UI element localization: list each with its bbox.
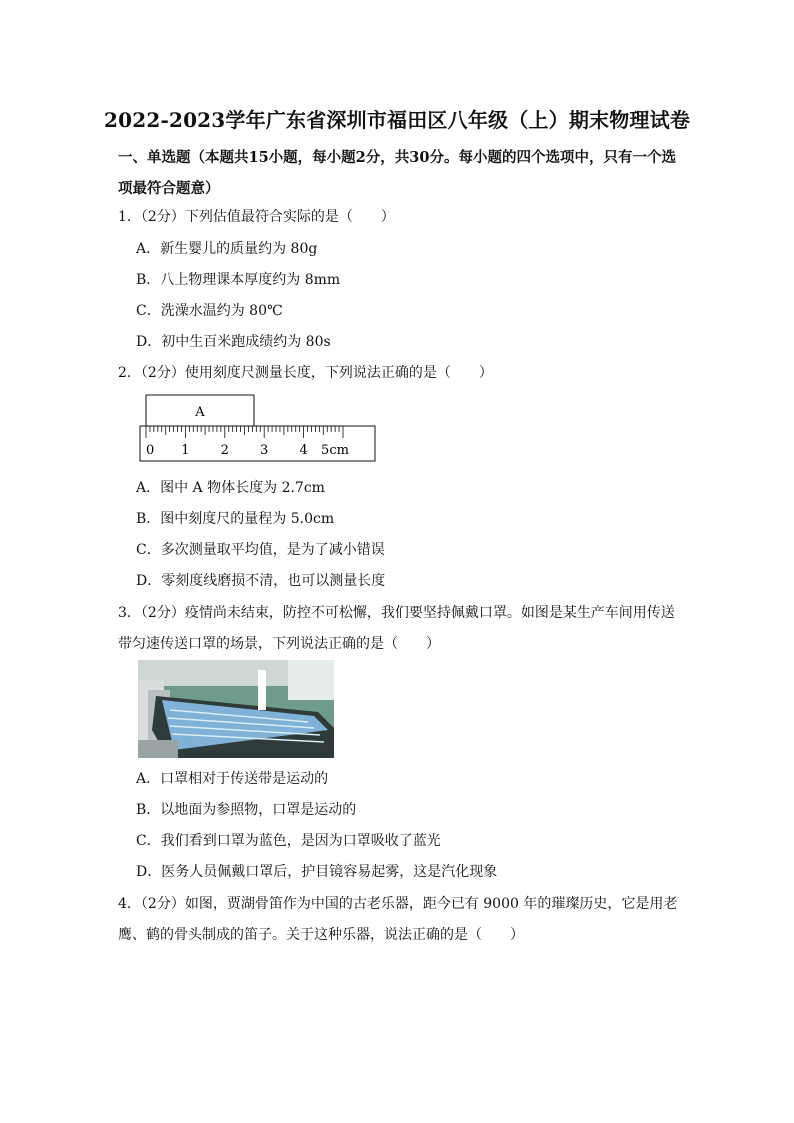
object-a-label: A bbox=[195, 405, 205, 420]
question-1-option-d[interactable]: D．初中生百米跑成绩约为 80s bbox=[136, 334, 331, 350]
question-3-option-d[interactable]: D．医务人员佩戴口罩后，护目镜容易起雾，这是汽化现象 bbox=[136, 864, 498, 880]
question-3-stem: 3．（2分）疫情尚未结束，防控不可松懈，我们要坚持佩戴口罩。如图是某生产车间用传送带匀速传送口罩的场景，下列说法正确的是（ ） bbox=[118, 605, 675, 652]
question-3-option-c[interactable]: C．我们看到口罩为蓝色，是因为口罩吸收了蓝光 bbox=[136, 833, 441, 849]
question-3-option-a[interactable]: A．口罩相对于传送带是运动的 bbox=[136, 771, 329, 787]
ruler-tick-label: 4 bbox=[299, 443, 308, 458]
conveyor-photo bbox=[138, 660, 334, 758]
question-2-option-b[interactable]: B．图中刻度尺的量程为 5.0cm bbox=[136, 511, 335, 527]
question-1-option-a[interactable]: A．新生婴儿的质量约为 80g bbox=[136, 241, 318, 257]
ruler-figure bbox=[138, 394, 378, 464]
question-2-option-c[interactable]: C．多次测量取平均值，是为了减小错误 bbox=[136, 542, 385, 558]
ruler-tick-label: 3 bbox=[260, 443, 269, 458]
question-2-option-a[interactable]: A．图中 A 物体长度为 2.7cm bbox=[136, 480, 325, 496]
ruler-tick-label: 5cm bbox=[321, 443, 349, 458]
page-title: 2022-2023学年广东省深圳市福田区八年级（上）期末物理试卷 bbox=[103, 108, 691, 132]
question-1-option-c[interactable]: C．洗澡水温约为 80℃ bbox=[136, 303, 283, 319]
question-1-stem: 1．（2分）下列估值最符合实际的是（ ） bbox=[118, 209, 395, 225]
ruler-tick-label: 0 bbox=[146, 443, 155, 458]
question-4-stem: 4．（2分）如图，贾湖骨笛作为中国的古老乐器，距今已有 9000 年的璀璨历史，它是用老鹰、鹤的骨头制成的笛子。关于这种乐器，说法正确的是（ ） bbox=[118, 896, 678, 943]
question-1-option-b[interactable]: B．八上物理课本厚度约为 8mm bbox=[136, 272, 341, 288]
question-2-option-d[interactable]: D．零刻度线磨损不清，也可以测量长度 bbox=[136, 573, 386, 589]
ruler-tick-label: 1 bbox=[181, 443, 190, 458]
ruler-tick-label: 2 bbox=[220, 443, 229, 458]
question-2-stem: 2．（2分）使用刻度尺测量长度，下列说法正确的是（ ） bbox=[118, 365, 493, 381]
section-heading: 一、单选题（本题共15小题，每小题2分，共30分。每小题的四个选项中，只有一个选项最符合题意） bbox=[118, 149, 676, 197]
question-3-option-b[interactable]: B．以地面为参照物，口罩是运动的 bbox=[136, 802, 357, 818]
